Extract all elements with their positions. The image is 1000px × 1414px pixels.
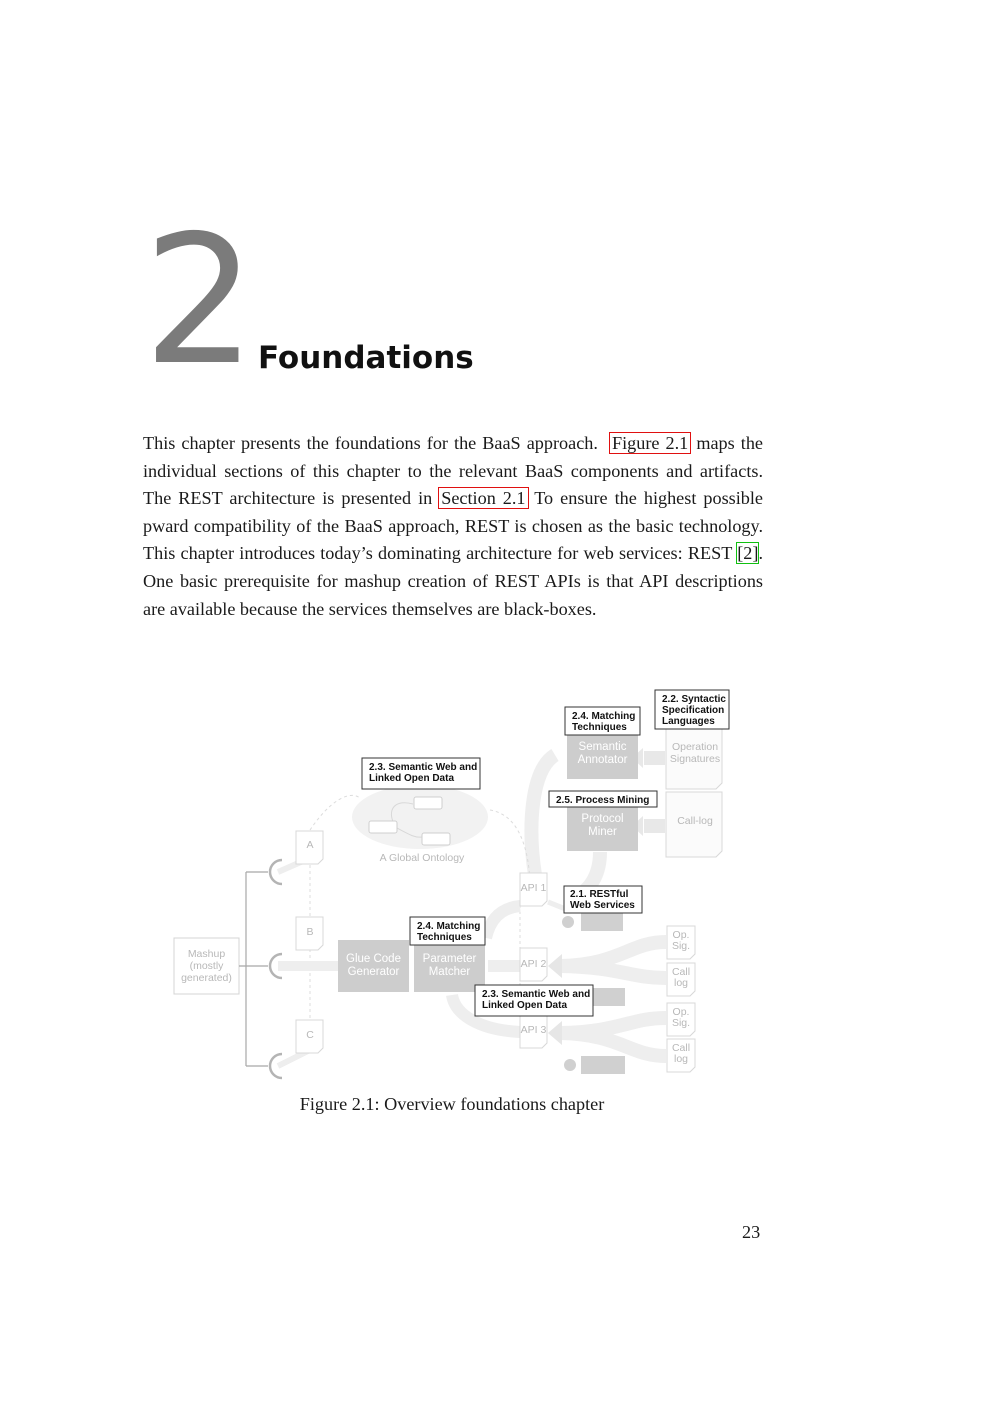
ontology-node	[422, 833, 450, 845]
api-2-label: API 2	[520, 958, 547, 970]
svg-text:2.2. Syntactic: 2.2. Syntactic	[662, 694, 726, 705]
chapter-number: 2	[143, 197, 253, 404]
mashup-tree-line	[239, 872, 268, 1066]
call-log-label: Call-log	[677, 815, 713, 827]
semantic-annotator-label: Semantic	[578, 741, 627, 753]
ontology-node	[369, 821, 397, 833]
svg-text:Linked Open Data: Linked Open Data	[482, 1000, 568, 1011]
paragraph-sentence-3: To ensure the highest possible pward compatibility of the BaaS approach, REST is chosen as the basic technology. This chapter introduces today’s dominating architecture for web services: REST	[143, 488, 764, 564]
semantic-annotator-label: Annotator	[577, 754, 628, 766]
glue-code-generator-label: Glue Code	[346, 953, 401, 965]
svg-text:2.5. Process Mining: 2.5. Process Mining	[556, 795, 650, 806]
svg-text:2.3. Semantic Web and: 2.3. Semantic Web and	[482, 989, 591, 1000]
svg-text:2.1. RESTful: 2.1. RESTful	[570, 889, 629, 900]
svg-text:Web Services: Web Services	[570, 900, 635, 911]
ontology-node	[414, 797, 442, 809]
parameter-matcher-label: Matcher	[428, 966, 471, 978]
provided-interface	[562, 916, 574, 928]
op-sig-2-label: Op.	[672, 1006, 690, 1018]
op-sig-1-label: Op.	[672, 929, 690, 941]
dashed-link	[310, 795, 360, 830]
operation-signatures-label: Operation	[671, 741, 719, 753]
arrow-head	[548, 1021, 562, 1045]
mashup-label: Mashup	[187, 948, 226, 960]
api-3-label: API 3	[520, 1024, 547, 1036]
mashup-label: (mostly	[189, 960, 224, 972]
flow-arrow	[486, 906, 520, 938]
op-sig-1-label: Sig.	[671, 940, 691, 952]
svg-text:2.4. Matching: 2.4. Matching	[417, 921, 481, 932]
svg-text:Languages: Languages	[662, 716, 715, 727]
flow-arrow	[532, 755, 555, 875]
svg-text:Techniques: Techniques	[417, 932, 472, 943]
section-reference-link[interactable]: Section 2.1	[441, 488, 526, 509]
section-label-matching-techniques-mid	[410, 917, 485, 945]
section-label-matching-techniques-top	[565, 707, 640, 735]
node-c-label: C	[306, 1029, 314, 1041]
section-label-process-mining	[549, 791, 657, 807]
section-label-restful-web-services	[564, 886, 642, 913]
mashup-label: generated)	[181, 972, 232, 984]
dashed-link	[490, 810, 530, 880]
figure-caption: Figure 2.1: Overview foundations chapter	[299, 1094, 605, 1114]
svg-text:Techniques: Techniques	[572, 722, 627, 733]
figure-reference-link[interactable]: Figure 2.1	[612, 433, 689, 453]
section-label-semantic-web-bottom	[475, 985, 593, 1016]
global-ontology-label: A Global Ontology	[379, 852, 465, 864]
chapter-title: Foundations	[258, 340, 474, 376]
svg-text:Specification: Specification	[662, 705, 725, 716]
call-log-1-label: log	[673, 977, 689, 989]
svg-text:2.4. Matching: 2.4. Matching	[572, 711, 636, 722]
node-b-label: B	[306, 926, 314, 938]
section-label-semantic-web-top	[362, 758, 480, 789]
paragraph-sentence-2: maps the individual sections of this chapter to the relevant BaaS components and artifacts. The REST architecture is presented in	[143, 433, 763, 509]
svg-text:Linked Open Data: Linked Open Data	[369, 773, 455, 784]
svg-text:2.3. Semantic Web and: 2.3. Semantic Web and	[369, 762, 478, 773]
call-log-2-label: log	[673, 1053, 689, 1065]
op-sig-2-label: Sig.	[671, 1017, 691, 1029]
api-3-service-block	[581, 1056, 625, 1074]
ontology-cloud	[352, 785, 488, 849]
arrow-head	[548, 954, 562, 978]
overview-figure	[160, 680, 760, 1085]
api-1-service-block	[581, 913, 623, 931]
provided-interface	[564, 1059, 576, 1071]
operation-signatures-label: Signatures	[669, 753, 721, 765]
protocol-miner-label: Miner	[588, 826, 617, 838]
call-log-2-label: Call	[671, 1042, 691, 1054]
node-a-label: A	[306, 839, 314, 851]
glue-code-generator-label: Generator	[347, 966, 400, 978]
parameter-matcher-label: Parameter	[422, 953, 477, 965]
flow-arrow	[560, 1033, 666, 1056]
page-number: 23	[742, 1222, 761, 1242]
protocol-miner-label: Protocol	[581, 813, 624, 825]
section-label-syntactic-specification	[655, 690, 729, 729]
paragraph-sentence-1: This chapter presents the foundations for the BaaS approach.	[143, 433, 598, 453]
api-1-label: API 1	[520, 882, 547, 894]
call-log-1-label: Call	[671, 966, 691, 978]
flow-arrow	[560, 966, 666, 978]
citation-link[interactable]: [2]	[737, 543, 759, 564]
intro-paragraph	[143, 430, 763, 623]
paragraph-sentence-4: . One basic prerequisite for mashup creation of REST APIs is that API descriptions are available because the services themselves are black-boxes.	[143, 543, 764, 619]
